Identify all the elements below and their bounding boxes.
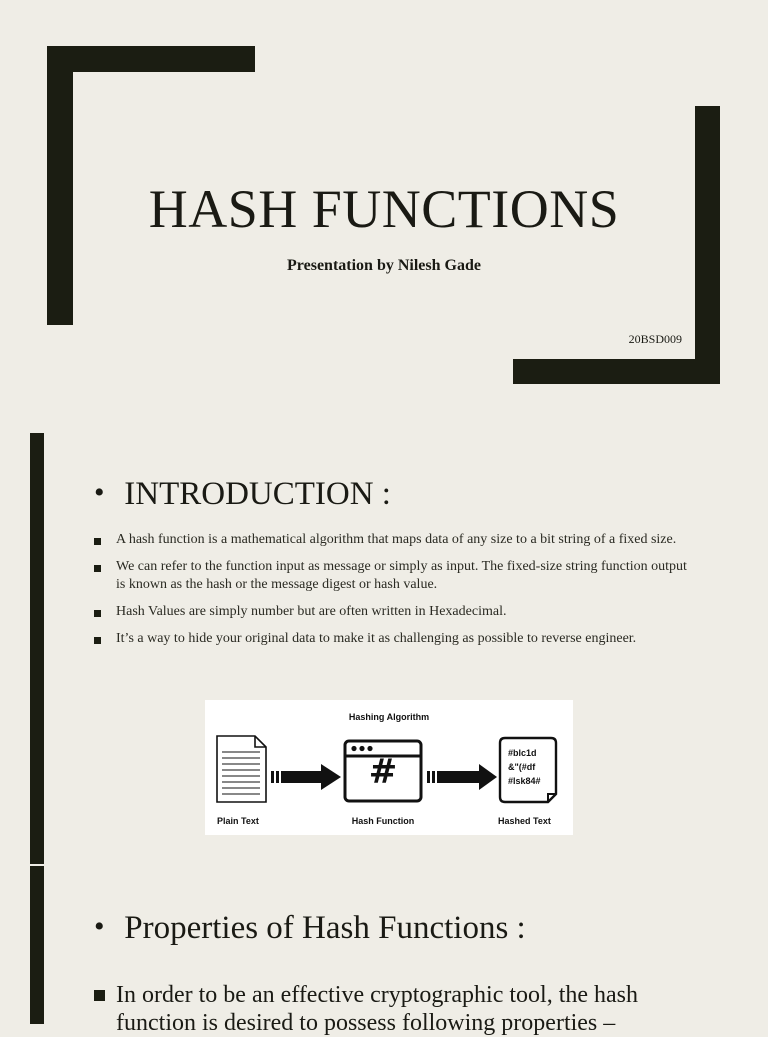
list-item [92, 603, 692, 621]
properties-heading [94, 910, 526, 947]
plain-text-label: Plain Text [217, 816, 259, 826]
list-item [92, 558, 692, 594]
square-bullet-icon [94, 565, 101, 572]
square-bullet-icon [94, 637, 101, 644]
hash-function-label: Hash Function [351, 816, 415, 826]
document-icon [217, 736, 266, 802]
introduction-heading [94, 476, 391, 513]
square-bullet-icon [94, 990, 105, 1001]
list-item-text: We can refer to the function input as message or simply as input. The fixed-size string function output is known as the hash or the message digest or hash value. [116, 559, 687, 592]
heading-bullet-icon: • [94, 910, 105, 943]
hashed-value-line-3: #lsk84# [508, 776, 541, 786]
list-item-text: A hash function is a mathematical algorithm that maps data of any size to a bit string of a fixed size. [116, 532, 677, 547]
list-item-text: Hash Values are simply number but are often written in Hexadecimal. [116, 604, 507, 619]
list-item-text: It’s a way to hide your original data to make it as challenging as possible to reverse engineer. [116, 631, 637, 646]
diagram-title: Hashing Algorithm [348, 712, 430, 722]
slide-title: HASH FUNCTIONS [148, 179, 620, 239]
hash-symbol: # [368, 752, 398, 792]
heading-bullet-icon: • [94, 476, 105, 509]
arrow-right-icon [271, 764, 341, 790]
slide-accent-bar-next [30, 866, 44, 1024]
arrow-right-icon [427, 764, 497, 790]
properties-bullet [92, 981, 692, 1037]
slide-accent-bar [30, 433, 44, 864]
slide-subtitle: Presentation by Nilesh Gade [287, 257, 481, 274]
hashed-value-line-2: &"(#df [508, 762, 536, 772]
introduction-heading-text: INTRODUCTION : [124, 476, 391, 512]
hashed-text-label: Hashed Text [498, 816, 551, 826]
properties-heading-text: Properties of Hash Functions : [124, 910, 526, 946]
introduction-bullet-list [92, 531, 692, 657]
list-item [92, 531, 692, 549]
square-bullet-icon [94, 610, 101, 617]
square-bullet-icon [94, 538, 101, 545]
list-item [92, 630, 692, 648]
properties-bullet-text: In order to be an effective cryptographic tool, the hash function is desired to possess following properties – [116, 982, 639, 1036]
hashed-value-line-1: #blc1d [508, 748, 537, 758]
hashing-diagram [205, 700, 573, 835]
roll-number: 20BSD009 [628, 332, 682, 346]
